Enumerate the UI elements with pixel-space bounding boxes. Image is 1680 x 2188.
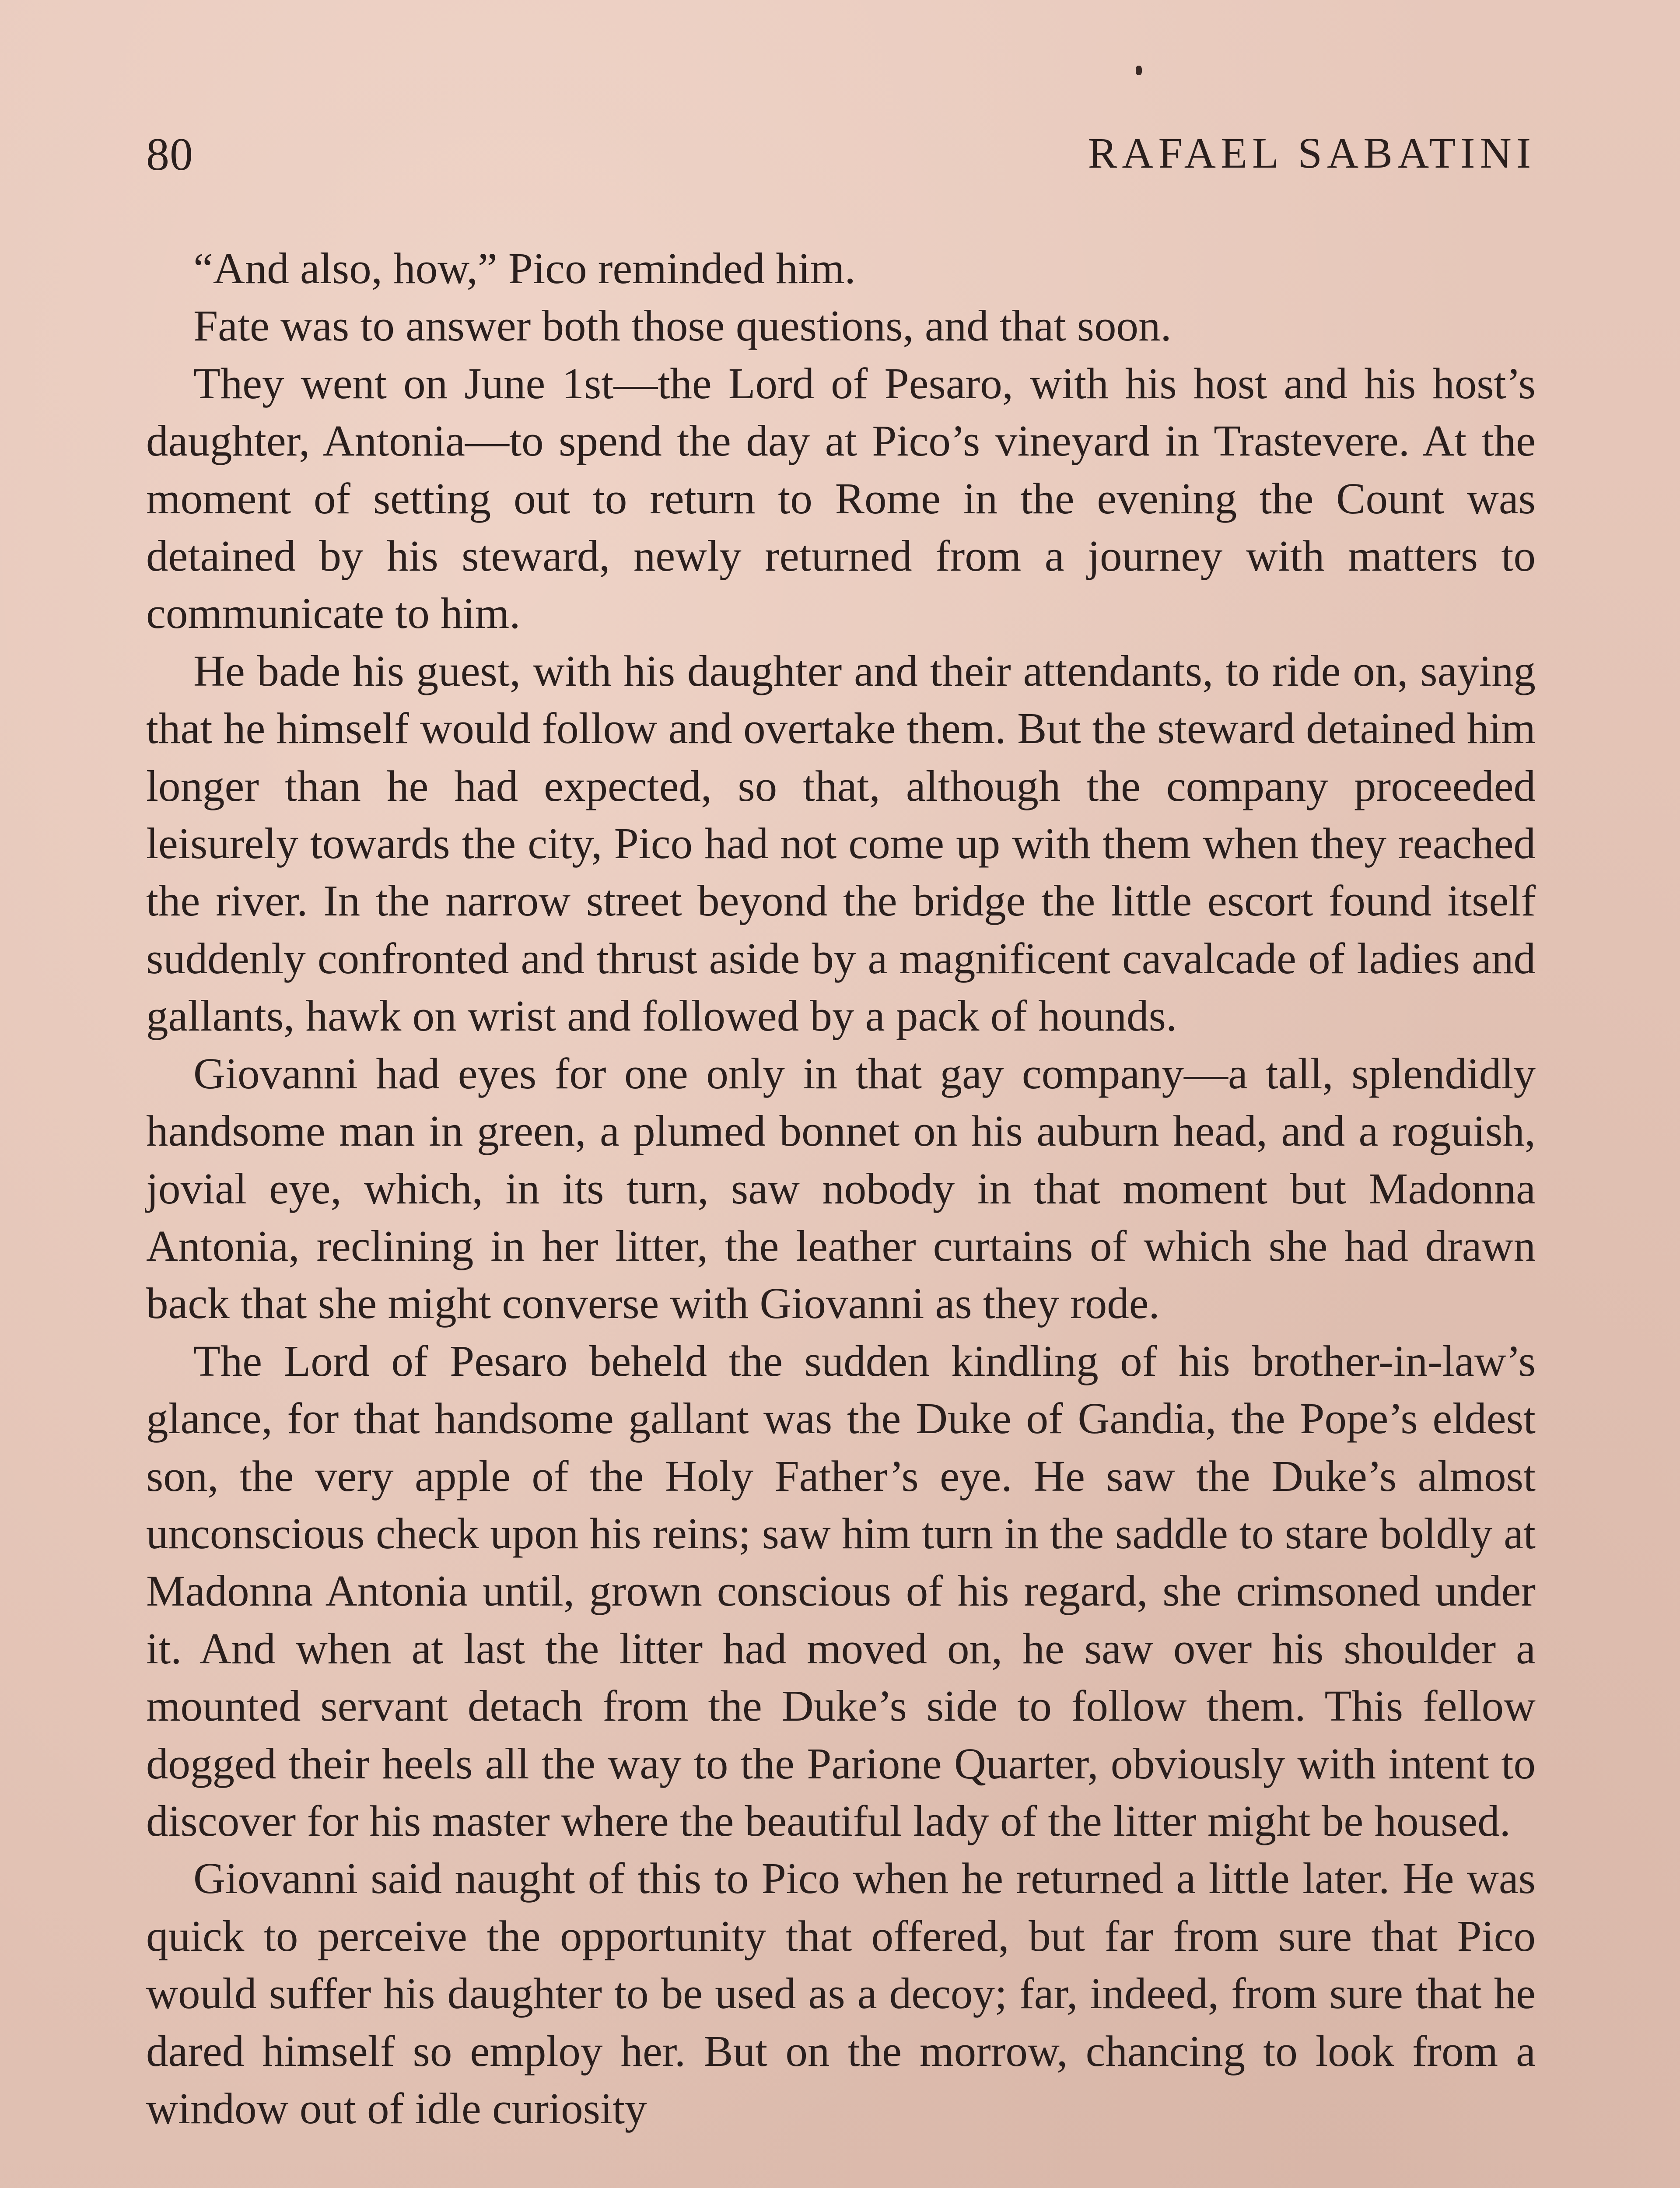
body-text [146,240,1536,2137]
paragraph: “And also, how,” Pico reminded him. [193,244,856,293]
paragraph: He bade his guest, with his daughter and their attendants, to ride on, saying that he himself would follow and overtake them. But the steward detained him longer than he had expected, so that, although the company proceeded leisurely towards the city, Pico had not come up with them when they reached the river. In the narrow street beyond the bridge the little escort found itself suddenly confronted and thrust aside by a magnificent cavalcade of ladies and gallants, hawk on wrist and followed by a pack of hounds. [146,646,1536,1041]
paragraph: Fate was to answer both those questions, and that soon. [193,301,1172,351]
ink-speck [1136,66,1142,75]
page-header [146,131,1536,193]
running-head: RAFAEL SABATINI [1088,129,1536,177]
page-number: 80 [146,129,193,180]
paragraph: They went on June 1st—the Lord of Pesaro, with his host and his host’s daughter, Antonia—to spend the day at Pico’s vineyard in Trastevere. At the moment of setting out to return to Rome in the evening the Count was detained by his steward, newly returned from a journey with matters to communicate to him. [146,358,1536,638]
paragraph: Giovanni had eyes for one only in that gay company—a tall, splendidly handsome man in green, a plumed bonnet on his auburn head, and a roguish, jovial eye, which, in its turn, saw nobody in that moment but Madonna Antonia, reclining in her litter, the leather curtains of which she had drawn back that she might converse with Giovanni as they rode. [146,1048,1536,1328]
paragraph: The Lord of Pesaro beheld the sudden kindling of his brother-in-law’s glance, for that handsome gallant was the Duke of Gandia, the Pope’s eldest son, the very apple of the Holy Father’s eye. He saw the Duke’s almost unconscious check upon his reins; saw him turn in the saddle to stare boldly at Madonna Antonia until, grown conscious of his regard, she crimsoned under it. And when at last the litter had moved on, he saw over his shoulder a mounted servant detach from the Duke’s side to follow them. This fellow dogged their heels all the way to the Parione Quarter, obviously with intent to discover for his master where the beautiful lady of the litter might be housed. [146,1336,1536,1845]
paragraph: Giovanni said naught of this to Pico when he returned a little later. He was quick to perceive the opportunity that offered, but far from sure that Pico would suffer his daughter to be used as a decoy; far, indeed, from sure that he dared himself so employ her. But on the morrow, chancing to look from a window out of idle curiosity [146,1854,1536,2133]
